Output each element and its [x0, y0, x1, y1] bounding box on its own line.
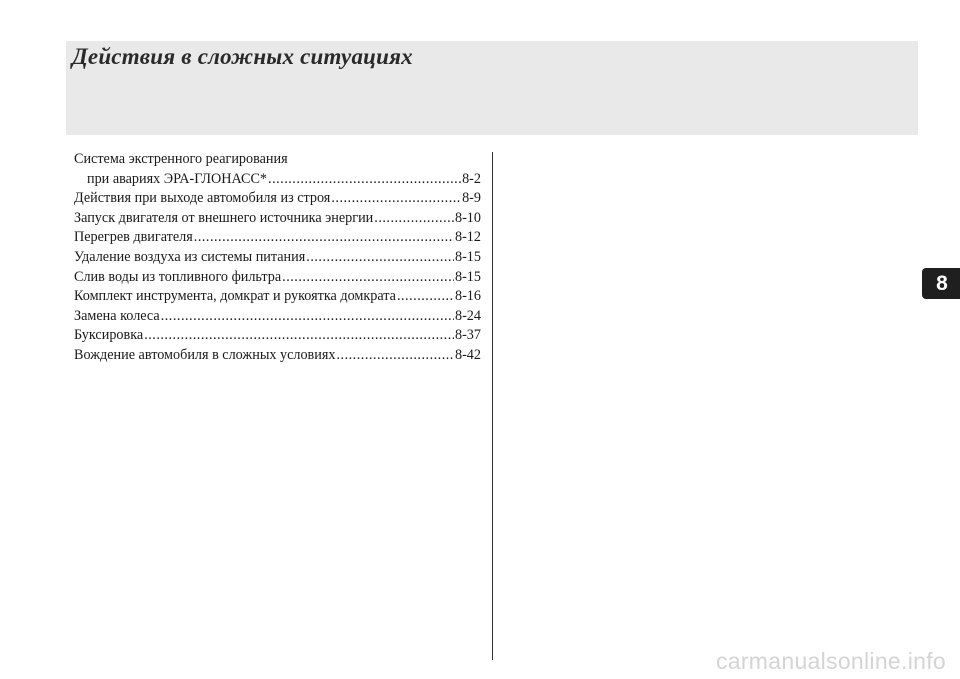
toc-dot-leader	[282, 268, 454, 288]
table-of-contents	[74, 150, 481, 366]
toc-entry-era-glonass[interactable]	[74, 170, 481, 190]
toc-entry-page: 8-15	[454, 248, 481, 265]
toc-entry-wheel-change[interactable]	[74, 307, 481, 327]
toc-entry-title: Перегрев двигателя	[74, 229, 193, 246]
toc-entry-page: 8-2	[462, 170, 481, 187]
toc-dot-leader	[268, 170, 461, 190]
chapter-title: Действия в сложных ситуациях	[72, 44, 413, 69]
toc-entry-title: Действия при выходе автомобиля из строя	[74, 190, 331, 207]
chapter-tab[interactable]	[922, 268, 960, 299]
watermark: carmanualsonline.info	[715, 648, 946, 674]
toc-entry-title: Буксировка	[74, 327, 144, 344]
chapter-tab-number: 8	[936, 271, 948, 295]
toc-entry-title: Замена колеса	[74, 307, 160, 324]
toc-entry-towing[interactable]	[74, 326, 481, 346]
toc-entry-title: Вождение автомобиля в сложных условиях	[74, 346, 336, 363]
toc-entry-title: Слив воды из топливного фильтра	[74, 268, 282, 285]
toc-entry-title: Комплект инструмента, домкрат и рукоятка домкрата	[74, 288, 396, 305]
toc-dot-leader	[397, 287, 454, 307]
toc-entry-title: при авариях ЭРА-ГЛОНАСС*	[87, 170, 268, 187]
toc-entry-title: Запуск двигателя от внешнего источника энергии	[74, 209, 374, 226]
toc-entry-page: 8-24	[454, 307, 481, 324]
toc-entry-difficult-driving[interactable]	[74, 346, 481, 366]
toc-entry-page: 8-10	[454, 209, 481, 226]
toc-entry-title: Удаление воздуха из системы питания	[74, 248, 306, 265]
toc-entry-fuel-filter-drain[interactable]	[74, 268, 481, 288]
toc-entry-jump-start[interactable]	[74, 209, 481, 229]
toc-dot-leader	[336, 346, 454, 366]
toc-entry-tool-kit[interactable]	[74, 287, 481, 307]
toc-entry-breakdown[interactable]	[74, 189, 481, 209]
toc-entry-page: 8-42	[454, 346, 481, 363]
toc-dot-leader	[374, 209, 454, 229]
toc-dot-leader	[306, 248, 454, 268]
toc-entry-page: 8-9	[462, 190, 481, 207]
toc-entry-fuel-bleeding[interactable]	[74, 248, 481, 268]
toc-dot-leader	[194, 228, 454, 248]
toc-entry-page: 8-16	[454, 288, 481, 305]
toc-entry-page: 8-12	[454, 229, 481, 246]
toc-entry-page: 8-15	[454, 268, 481, 285]
column-divider	[492, 152, 493, 660]
toc-dot-leader	[331, 189, 461, 209]
toc-dot-leader	[161, 307, 454, 327]
toc-heading: Система экстренного реагирования	[74, 151, 288, 167]
toc-entry-page: 8-37	[454, 327, 481, 344]
toc-entry-overheating[interactable]	[74, 228, 481, 248]
toc-dot-leader	[144, 326, 454, 346]
